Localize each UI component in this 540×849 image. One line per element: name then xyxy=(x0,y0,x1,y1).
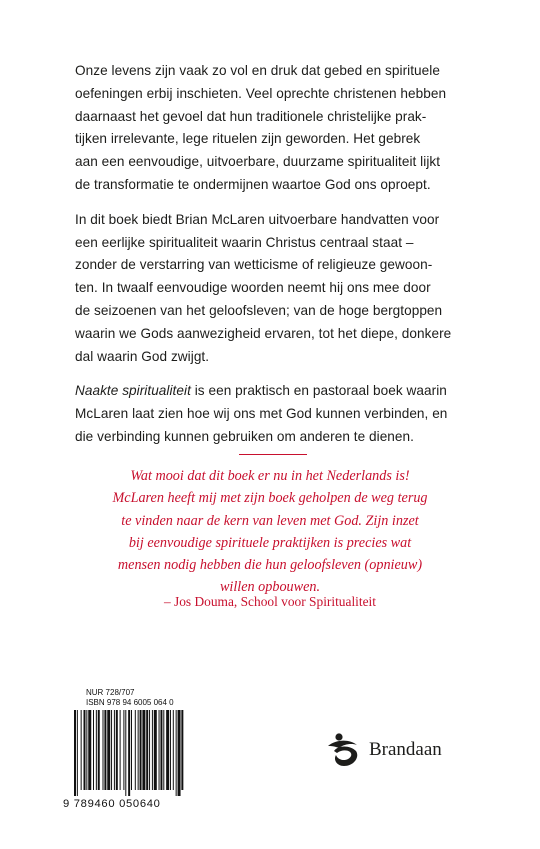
text-line: ten. In twaalf eenvoudige woorden neemt hij ons mee door xyxy=(75,280,431,296)
text-line: oefeningen erbij inschieten. Veel oprechte christenen hebben xyxy=(75,85,447,101)
text-line: die verbinding kunnen gebruiken om anderen te dienen. xyxy=(75,428,414,444)
quote-line: te vinden naar de kern van leven met God. Zijn inzet xyxy=(121,512,419,529)
blurb-paragraph-2 xyxy=(75,209,473,369)
barcode-block xyxy=(63,688,198,810)
text-line: de seizoenen van het geloofsleven; van de hoge bergtoppen xyxy=(75,302,443,318)
quote-line: Wat mooi dat dit boek er nu in het Nederlands is! xyxy=(130,468,410,484)
barcode-image xyxy=(63,710,198,796)
blurb-paragraph-3 xyxy=(75,380,473,448)
text-line: aan een eenvoudige, uitvoerbare, duurzame spiritualiteit lijkt xyxy=(75,154,441,170)
text-line xyxy=(75,380,473,403)
text-line: McLaren laat zien hoe wij ons met God kunnen verbinden, en xyxy=(75,406,448,422)
quote-line: bij eenvoudige spirituele praktijken is precies wat xyxy=(128,534,412,551)
quote-line: mensen nodig hebben die hun geloofsleven (opnieuw) xyxy=(117,557,423,574)
quote-attribution: – Jos Douma, School voor Spiritualiteit xyxy=(163,594,376,609)
text-fragment: is een praktisch en pastoraal boek waarin xyxy=(190,383,447,399)
publisher-name: Brandaan xyxy=(369,739,442,760)
barcode-digits: 9 789460 050640 xyxy=(63,798,161,810)
blurb-paragraph-1 xyxy=(75,60,473,197)
text-line: daarnaast het gevoel dat hun traditionele christelijke prak- xyxy=(75,108,427,124)
section-divider xyxy=(239,454,307,455)
brandaan-bird-logo-icon xyxy=(324,729,364,769)
quote-line: McLaren heeft mij met zijn boek geholpen de weg terug xyxy=(112,490,428,507)
text-line: Onze levens zijn vaak zo vol en druk dat gebed en spirituele xyxy=(75,63,440,78)
text-line: waarin we Gods aanwezigheid ervaren, tot het diepe, donkere xyxy=(75,325,452,341)
isbn-number: ISBN 978 94 6005 064 0 xyxy=(86,697,174,707)
text-line: zonder de verstarring van wetticisme of religieuze gewoon- xyxy=(75,257,433,273)
book-title: Naakte spiritualiteit xyxy=(75,383,191,399)
text-line: In dit boek biedt Brian McLaren uitvoerbare handvatten voor xyxy=(75,211,440,227)
text-line: dal waarin God zwijgt. xyxy=(75,348,210,364)
quote-line: willen opbouwen. xyxy=(219,579,321,596)
endorsement-quote xyxy=(60,465,480,599)
text-line: de transformatie te ondermijnen waartoe God ons oproept. xyxy=(75,176,431,192)
back-cover-blurb xyxy=(75,60,473,449)
text-line: tijken irrelevante, lege rituelen zijn geworden. Het gebrek xyxy=(75,131,421,147)
nur-code: NUR 728/707 xyxy=(86,688,135,697)
text-line: een eerlijke spiritualiteit waarin Christus centraal staat – xyxy=(75,234,414,250)
